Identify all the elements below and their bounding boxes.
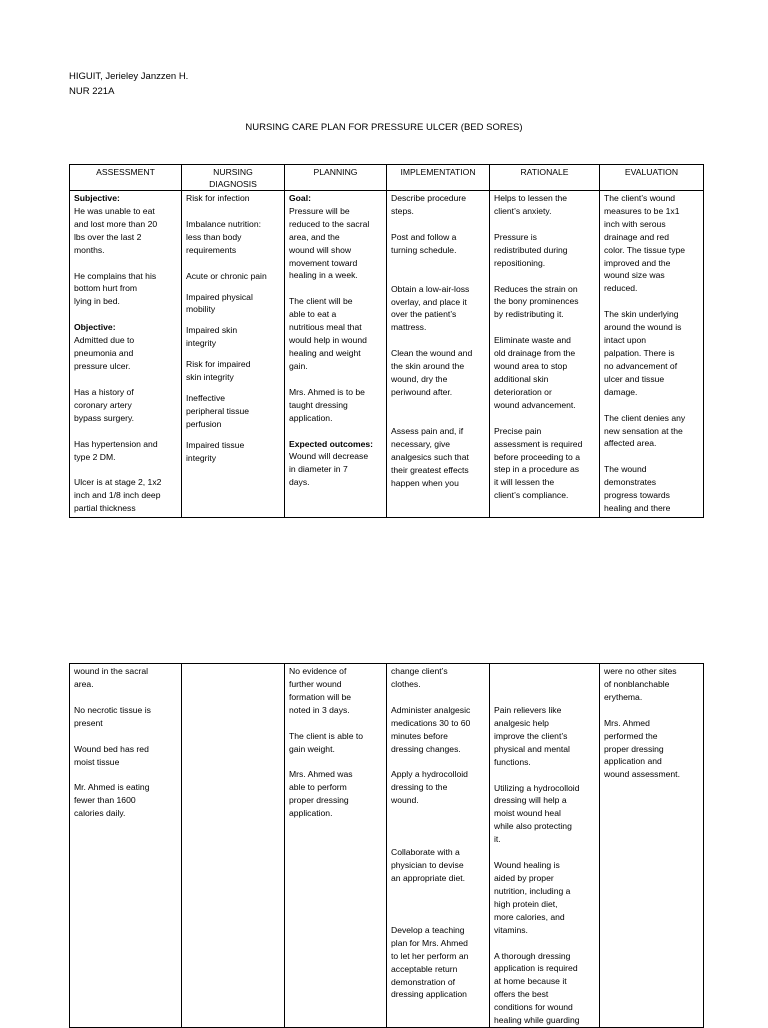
rationale-cell — [490, 191, 600, 518]
rationale-item: Pressure is redistributed during repositioning. — [494, 231, 568, 268]
planning-item: Wound will decrease in diameter in 7 days. — [289, 451, 369, 488]
evaluation-item: The wound demonstrates progress towards healing and there — [604, 464, 671, 514]
planning-item: The client will be able to eat a nutritious meal that would help in wound healing and weight gain. — [289, 296, 367, 371]
assessment-item: He was unable to eat and lost more than 20 lbs over the last 2 months. — [74, 205, 158, 255]
assessment-item: Has hypertension and type 2 DM. — [74, 438, 158, 462]
implementation-item: Post and follow a turning schedule. — [391, 231, 457, 255]
assessment-item: Has a history of coronary artery bypass surgery. — [74, 386, 135, 423]
care-plan-table-page-2 — [69, 663, 704, 1028]
planning-item: Mrs. Ahmed is to be taught dressing application. — [289, 386, 365, 423]
rationale-item: Utilizing a hydrocolloid dressing will help a moist wound heal while also protecting it. — [494, 782, 580, 845]
rationale-item: Pain relievers like analgesic help improve the client’s physical and mental functions. — [494, 705, 570, 767]
table-row — [70, 191, 704, 518]
implementation-item: Collaborate with a physician to devise an appropriate diet. — [391, 847, 466, 883]
diagnosis-item: Impaired tissue integrity — [186, 439, 245, 463]
header-implementation: IMPLEMENTATION — [387, 165, 490, 191]
rationale-item: Reduces the strain on the bony prominences by redistributing it. — [494, 283, 579, 320]
document-title: NURSING CARE PLAN FOR PRESSURE ULCER (BED SORES) — [245, 122, 523, 133]
goal-label: Goal: — [289, 193, 311, 203]
objective-label: Objective: — [74, 322, 116, 333]
table-row — [70, 664, 704, 1028]
evaluation-item: The client’s wound measures to be 1x1 inch with serous drainage and red color. The tissue type improved and the wound size was reduced. — [604, 193, 686, 294]
assessment-item: Wound bed has red moist tissue — [74, 743, 149, 767]
evaluation-item: Mrs. Ahmed performed the proper dressing application and wound assessment. — [604, 717, 680, 780]
planning-item: No evidence of further wound formation will be noted in 3 days. — [289, 666, 352, 715]
evaluation-cell — [600, 664, 704, 1028]
implementation-item: Describe procedure steps. — [391, 193, 466, 216]
planning-item: Mrs. Ahmed was able to perform proper dressing application. — [289, 769, 353, 819]
diagnosis-cell — [182, 191, 285, 518]
assessment-item: He complains that his bottom hurt from lying in bed. — [74, 270, 157, 307]
rationale-item: Precise pain assessment is required before proceeding to a step in a procedure as it will lessen the client’s compliance. — [494, 425, 583, 501]
rationale-item: Helps to lessen the client’s anxiety. — [494, 193, 568, 216]
implementation-item: Administer analgesic medications 30 to 60 minutes before dressing changes. — [391, 704, 471, 754]
rationale-cell — [490, 664, 600, 1028]
student-name: HIGUIT, Jerieley Janzzen H. — [69, 71, 189, 82]
assessment-item: Ulcer is at stage 2, 1x2 inch and 1/8 inch deep partial thickness — [74, 477, 162, 514]
implementation-cell — [387, 664, 490, 1028]
evaluation-item: were no other sites of nonblanchable erythema. — [604, 666, 677, 702]
diagnosis-item: Ineffective peripheral tissue perfusion — [186, 392, 250, 429]
evaluation-cell — [600, 191, 704, 518]
assessment-item: wound in the sacral area. — [74, 666, 149, 689]
implementation-item: Develop a teaching plan for Mrs. Ahmed to let her perform an acceptable return demonstration of dressing application — [391, 924, 469, 1000]
implementation-item: Obtain a low-air-loss overlay, and place it over the patient’s mattress. — [391, 283, 470, 333]
care-plan-table-page-1 — [69, 164, 704, 518]
implementation-item: Apply a hydrocolloid dressing to the wound. — [391, 769, 468, 806]
assessment-item: Admitted due to pneumonia and pressure ulcer. — [74, 335, 135, 371]
planning-cell — [285, 191, 387, 518]
implementation-cell — [387, 191, 490, 518]
header-rationale: RATIONALE — [490, 165, 600, 191]
assessment-cell — [70, 664, 182, 1028]
table-header-row — [70, 165, 704, 191]
rationale-item: Eliminate waste and old drainage from the wound area to stop additional skin deterioration or wound advancement. — [494, 335, 576, 410]
expected-outcomes-label: Expected outcomes: — [289, 438, 374, 449]
diagnosis-item: Impaired skin integrity — [186, 325, 238, 349]
subjective-label: Subjective: — [74, 193, 120, 203]
rationale-item: Wound healing is aided by proper nutrition, including a high protein diet, more calories, and vitamins. — [494, 860, 571, 935]
implementation-item: Assess pain and, if necessary, give analgesics such that their greatest effects happen when you — [391, 425, 469, 488]
evaluation-item: The client denies any new sensation at the affected area. — [604, 412, 686, 449]
header-nursing-diagnosis: NURSING DIAGNOSIS — [182, 165, 285, 191]
diagnosis-cell — [182, 664, 285, 1028]
planning-item: The client is able to gain weight. — [289, 730, 364, 754]
planning-item: Pressure will be reduced to the sacral area, and the wound will show movement toward healing in a week. — [289, 205, 370, 281]
diagnosis-item: Acute or chronic pain — [186, 270, 267, 281]
diagnosis-item: Imbalance nutrition: less than body requirements — [186, 218, 261, 255]
header-planning: PLANNING — [285, 165, 387, 191]
implementation-item: Clean the wound and the skin around the wound, dry the periwound after. — [391, 348, 473, 397]
diagnosis-item: Risk for impaired skin integrity — [186, 359, 251, 383]
evaluation-item: The skin underlying around the wound is intact upon palpation. There is no advancement of ulcer and tissue damage. — [604, 309, 682, 397]
planning-cell — [285, 664, 387, 1028]
course-code: NUR 221A — [69, 86, 115, 97]
header-assessment: ASSESSMENT — [70, 165, 182, 191]
assessment-item: Mr. Ahmed is eating fewer than 1600 calories daily. — [74, 782, 150, 819]
diagnosis-item: Risk for infection — [186, 193, 250, 203]
assessment-cell — [70, 191, 182, 518]
rationale-item: A thorough dressing application is required at home because it offers the best conditions for wound healing while guarding — [494, 950, 580, 1026]
diagnosis-item: Impaired physical mobility — [186, 291, 253, 315]
assessment-item: No necrotic tissue is present — [74, 704, 151, 728]
header-evaluation: EVALUATION — [600, 165, 704, 191]
implementation-item: change client’s clothes. — [391, 666, 448, 689]
